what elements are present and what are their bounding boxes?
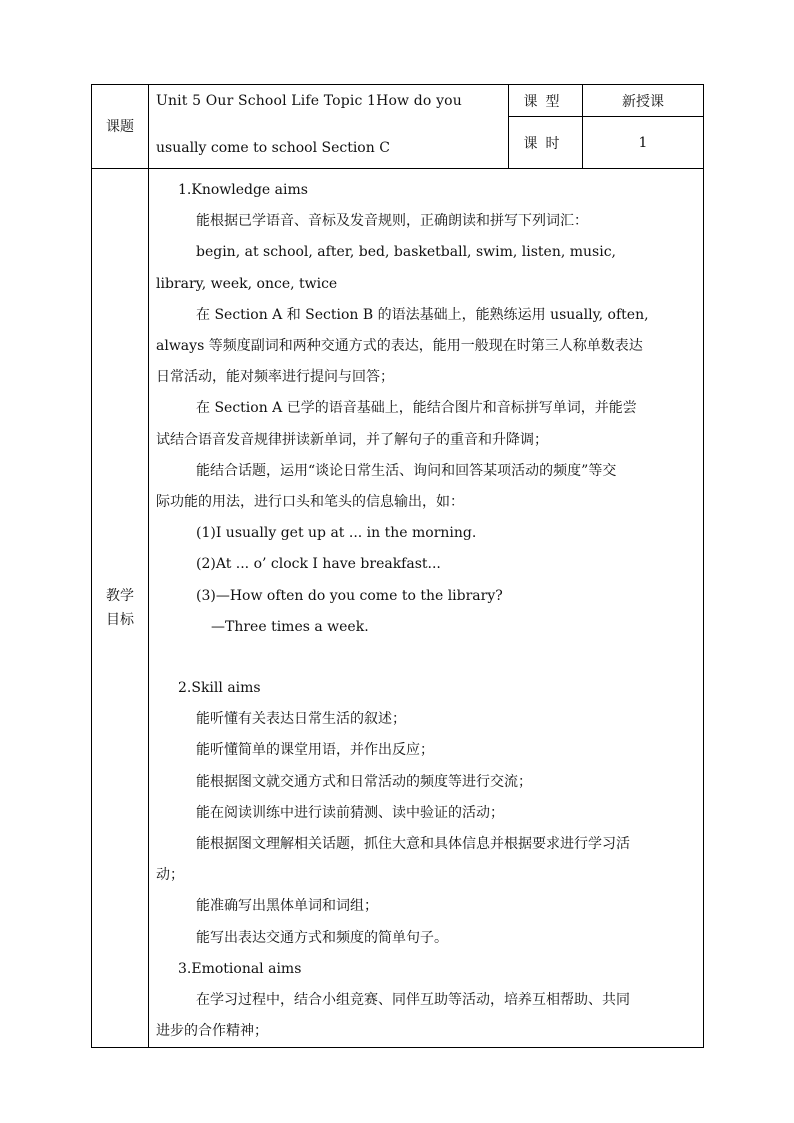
skill-item: 能根据图文理解相关话题，抓住大意和具体信息并根据要求进行学习活 [196,836,630,853]
aims-content-cell [149,169,704,1048]
knowledge-intro: 能根据已学语音、音标及发音规则，正确朗读和拼写下列词汇： [196,213,588,230]
spacer [156,643,699,673]
phonics-line-1: 在 Section A 已学的语音基础上，能结合图片和音标拼写单词，并能尝 [196,400,637,417]
skill-item: 能准确写出黑体单词和词组； [196,898,378,915]
skill-item: 能在阅读训练中进行读前猜测、读中验证的活动； [196,804,504,821]
class-hours-label: 课时 [523,135,568,152]
emotional-line-2: 进步的合作精神； [156,1023,268,1040]
aims-label-line-2: 目标 [106,612,134,629]
phonics-line-2: 试结合语音发音规律拼读新单词，并了解句子的重音和升降调； [156,431,548,448]
example-2: (2)At ... o’ clock I have breakfast... [196,556,441,573]
example-3-question: (3)—How often do you come to the library? [196,587,503,604]
skill-item: 能听懂简单的课堂用语，并作出反应； [196,742,434,759]
example-3-answer: —Three times a week. [211,618,369,635]
topic-label-cell [92,85,149,169]
skill-item: 能写出表达交通方式和频度的简单句子。 [196,929,448,946]
lesson-plan-table [91,84,704,1048]
skill-aims-heading: 2.Skill aims [178,680,261,697]
lesson-type-label-cell [509,85,583,117]
class-hours-value: 1 [638,134,648,151]
class-hours-label-cell [509,117,583,169]
skill-item: 能听懂有关表达日常生活的叙述； [196,711,406,728]
knowledge-aims-heading: 1.Knowledge aims [178,182,308,198]
lesson-type-value: 新授课 [622,93,664,110]
example-1: (1)I usually get up at ... in the morning. [196,525,477,542]
lesson-type-label: 课型 [523,93,568,110]
lesson-title-line-2: usually come to school Section C [156,140,390,156]
vocabulary-line-1: begin, at school, after, bed, basketball, swim, listen, music, [196,244,616,261]
emotional-line-1: 在学习过程中，结合小组竞赛、同伴互助等活动，培养互相帮助、共同 [196,992,630,1009]
aims-label-cell [92,169,149,1048]
lesson-title-cell [149,85,509,169]
topic-label: 课题 [106,118,134,135]
function-line-1: 能结合话题，运用“谈论日常生活、询问和回答某项活动的频度”等交 [196,462,617,479]
skill-item-continuation: 动； [156,867,184,884]
emotional-aims-heading: 3.Emotional aims [178,960,302,977]
class-hours-value-cell [583,117,704,169]
grammar-line-3: 日常活动，能对频率进行提问与回答； [156,369,394,386]
skill-item: 能根据图文就交通方式和日常活动的频度等进行交流； [196,773,532,790]
function-line-2: 际功能的用法，进行口头和笔头的信息输出，如： [156,494,464,511]
aims-label-line-1: 教学 [106,588,134,605]
grammar-line-2: always 等频度副词和两种交通方式的表达，能用一般现在时第三人称单数表达 [156,338,643,355]
grammar-line-1: 在 Section A 和 Section B 的语法基础上，能熟练运用 usually, often, [196,306,649,323]
lesson-type-value-cell [583,85,704,117]
lesson-title-line-1: Unit 5 Our School Life Topic 1How do you [156,93,462,109]
vocabulary-line-2: library, week, once, twice [156,275,338,292]
